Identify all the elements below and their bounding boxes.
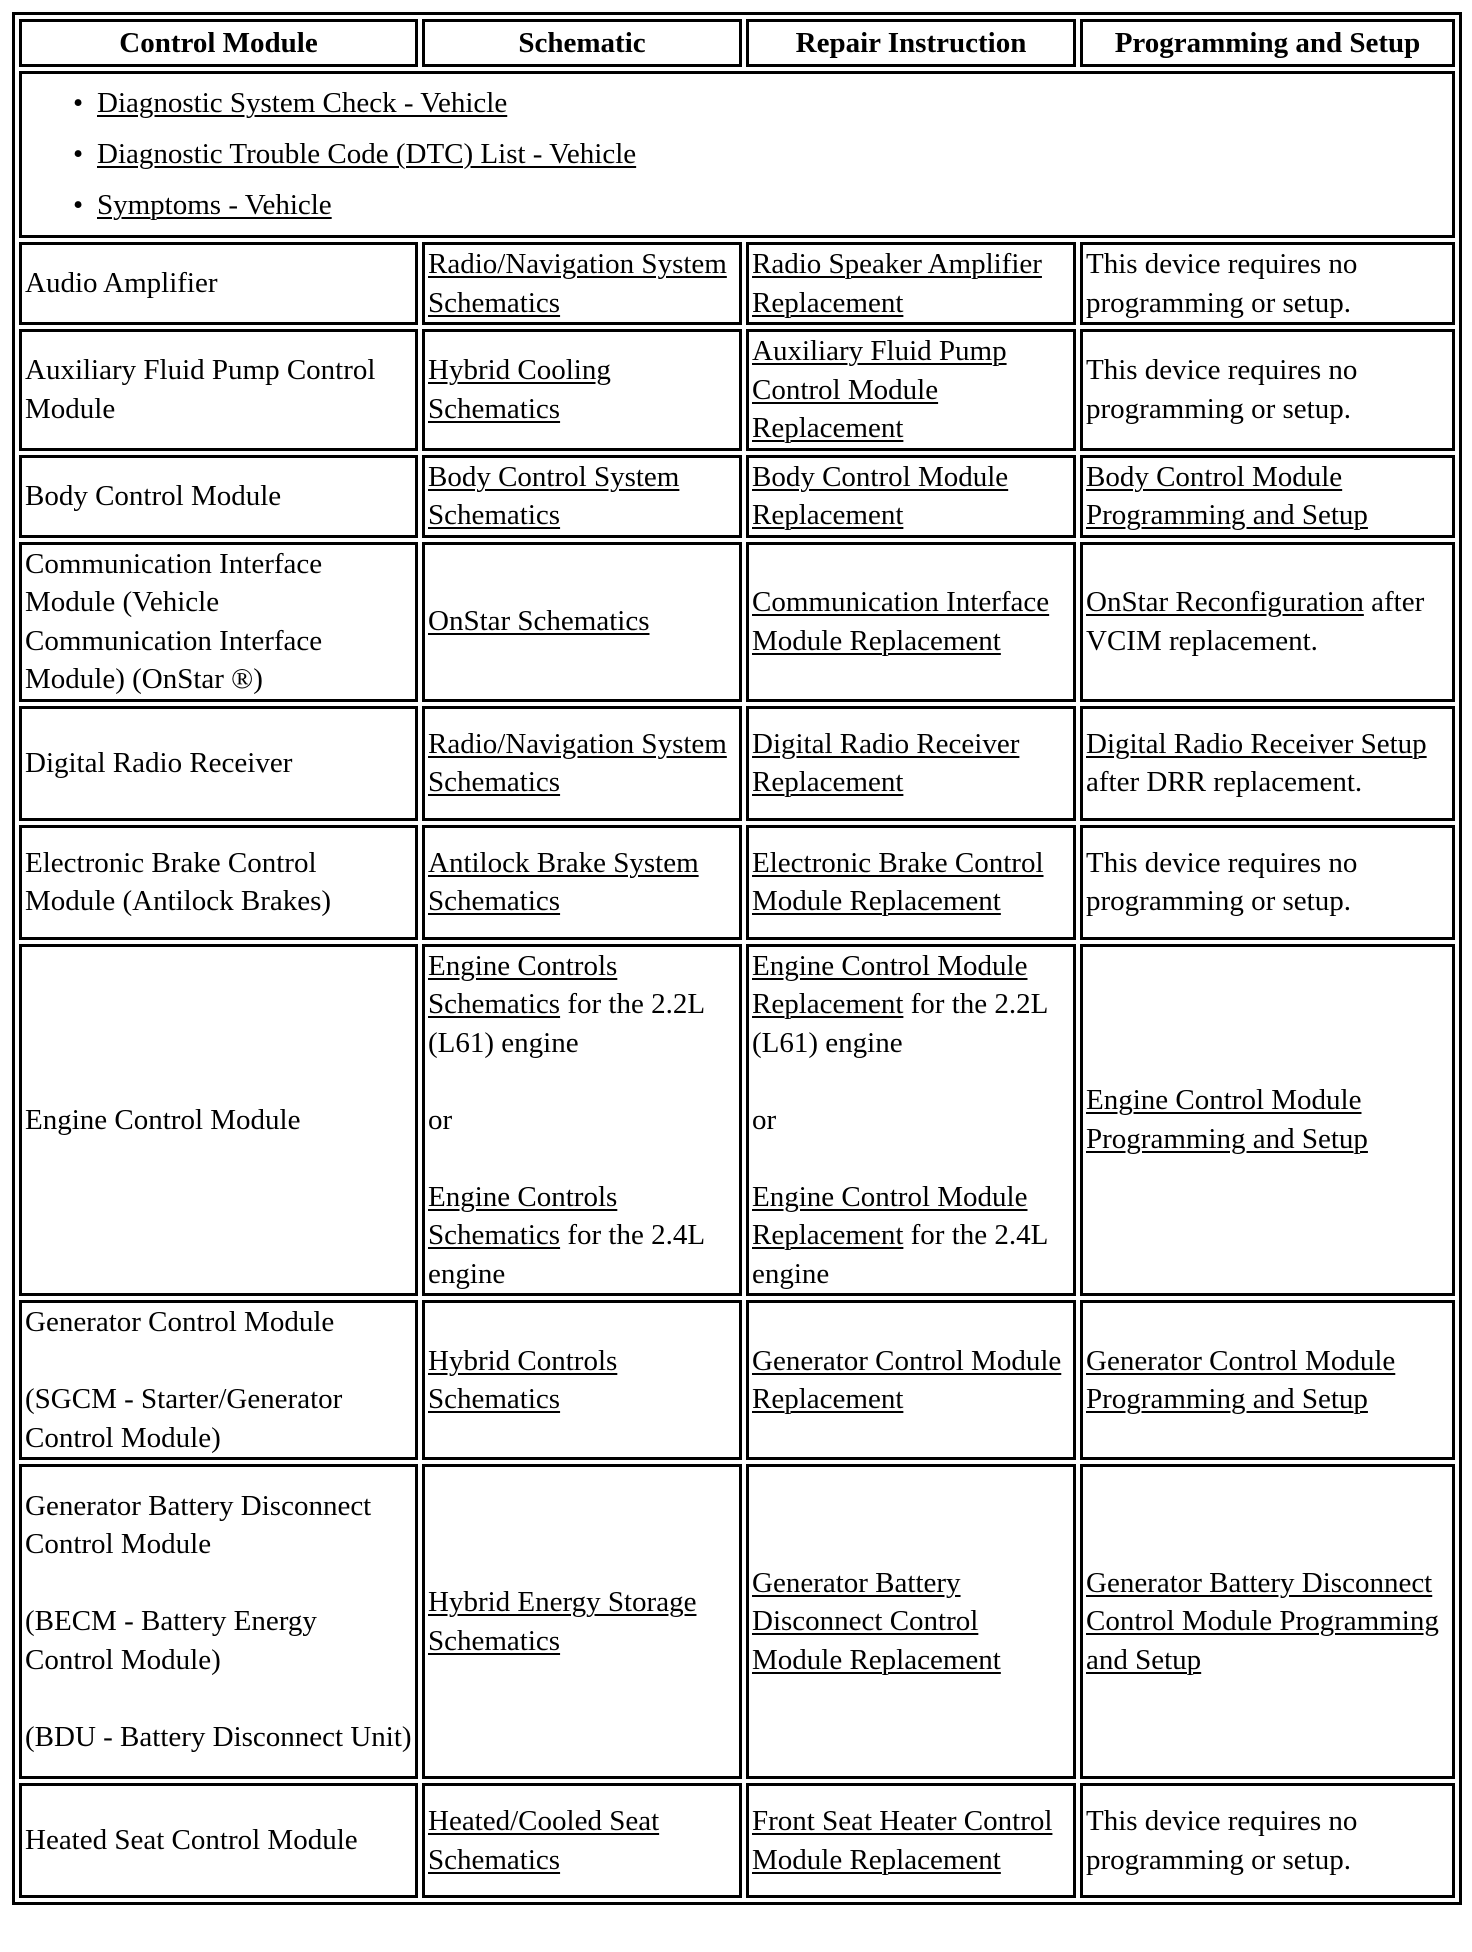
header-schematic: Schematic bbox=[422, 19, 742, 67]
programming-text: This device requires no programming or setup. bbox=[1080, 825, 1455, 940]
table-row bbox=[19, 706, 1455, 821]
programming-text: This device requires no programming or setup. bbox=[1080, 242, 1455, 325]
schematic-link-2-2l[interactable]: Engine Controls Schematics bbox=[428, 949, 618, 1020]
header-repair-instruction: Repair Instruction bbox=[746, 19, 1076, 67]
module-name: Electronic Brake Control Module (Antilock Brakes) bbox=[19, 825, 418, 940]
diagnostic-links-cell bbox=[19, 71, 1455, 238]
or-text: or bbox=[428, 1103, 453, 1136]
programming-cell bbox=[1080, 1464, 1455, 1779]
module-name-cell bbox=[19, 1300, 418, 1460]
repair-cell bbox=[746, 455, 1076, 538]
programming-link[interactable]: Generator Control Module Programming and Setup bbox=[1086, 1344, 1396, 1415]
repair-cell bbox=[746, 825, 1076, 940]
list-item bbox=[73, 78, 1449, 129]
repair-link[interactable]: Digital Radio Receiver Replacement bbox=[752, 727, 1020, 798]
schematic-cell bbox=[422, 455, 742, 538]
repair-cell bbox=[746, 1783, 1076, 1898]
schematic-link[interactable]: Antilock Brake System Schematics bbox=[428, 846, 699, 917]
diagnostic-system-check-link[interactable]: Diagnostic System Check - Vehicle bbox=[97, 87, 508, 119]
dtc-list-link[interactable]: Diagnostic Trouble Code (DTC) List - Vehicle bbox=[97, 138, 637, 170]
module-name: Engine Control Module bbox=[19, 944, 418, 1297]
diagnostic-links-list bbox=[25, 78, 1449, 231]
symptoms-link[interactable]: Symptoms - Vehicle bbox=[97, 189, 332, 221]
schematic-cell bbox=[422, 944, 742, 1297]
repair-suffix: for the 2.4L engine bbox=[752, 1219, 1048, 1290]
repair-link[interactable]: Generator Battery Disconnect Control Module Replacement bbox=[752, 1566, 1001, 1676]
module-name: Digital Radio Receiver bbox=[19, 706, 418, 821]
programming-link[interactable]: OnStar Reconfiguration bbox=[1086, 586, 1364, 618]
module-name: Audio Amplifier bbox=[19, 242, 418, 325]
schematic-link[interactable]: Radio/Navigation System Schematics bbox=[428, 248, 727, 319]
table-row bbox=[19, 329, 1455, 451]
repair-link-2-4l[interactable]: Engine Control Module Replacement bbox=[752, 1180, 1028, 1251]
repair-link[interactable]: Auxiliary Fluid Pump Control Module Replacement bbox=[752, 335, 1007, 444]
programming-suffix: after VCIM replacement. bbox=[1086, 586, 1425, 657]
repair-link[interactable]: Generator Control Module Replacement bbox=[752, 1344, 1062, 1415]
module-name: Heated Seat Control Module bbox=[19, 1783, 418, 1898]
module-name-cell bbox=[19, 1464, 418, 1779]
programming-link[interactable]: Engine Control Module Programming and Setup bbox=[1086, 1084, 1368, 1155]
module-name: Auxiliary Fluid Pump Control Module bbox=[19, 329, 418, 451]
repair-cell bbox=[746, 706, 1076, 821]
control-module-table bbox=[12, 12, 1462, 1905]
module-name: Body Control Module bbox=[19, 455, 418, 538]
repair-cell bbox=[746, 944, 1076, 1297]
table-row bbox=[19, 1783, 1455, 1898]
diagnostic-links-row bbox=[19, 71, 1455, 238]
schematic-cell bbox=[422, 1464, 742, 1779]
schematic-link[interactable]: Hybrid Energy Storage Schematics bbox=[428, 1586, 697, 1657]
table-row bbox=[19, 825, 1455, 940]
schematic-suffix: for the 2.2L (L61) engine bbox=[428, 988, 704, 1059]
programming-text: This device requires no programming or setup. bbox=[1080, 329, 1455, 451]
or-text: or bbox=[752, 1103, 777, 1136]
module-note-bdu: (BDU - Battery Disconnect Unit) bbox=[25, 1720, 412, 1753]
table-row bbox=[19, 944, 1455, 1297]
repair-link[interactable]: Body Control Module Replacement bbox=[752, 460, 1009, 531]
header-control-module: Control Module bbox=[19, 19, 418, 67]
schematic-cell bbox=[422, 706, 742, 821]
module-name: Generator Battery Disconnect Control Module bbox=[25, 1489, 372, 1561]
table-row bbox=[19, 455, 1455, 538]
schematic-suffix: for the 2.4L engine bbox=[428, 1219, 704, 1290]
repair-cell bbox=[746, 542, 1076, 702]
module-name: Generator Control Module bbox=[25, 1306, 335, 1338]
module-note: (SGCM - Starter/Generator Control Module) bbox=[25, 1383, 343, 1454]
table-row bbox=[19, 242, 1455, 325]
bullet-icon: • bbox=[73, 87, 84, 119]
module-note-becm: (BECM - Battery Energy Control Module) bbox=[25, 1605, 317, 1676]
schematic-cell bbox=[422, 242, 742, 325]
schematic-link[interactable]: OnStar Schematics bbox=[428, 605, 650, 638]
repair-link[interactable]: Electronic Brake Control Module Replacement bbox=[752, 846, 1044, 917]
table-row bbox=[19, 1464, 1455, 1779]
programming-cell bbox=[1080, 706, 1455, 821]
schematic-link[interactable]: Body Control System Schematics bbox=[428, 460, 680, 531]
programming-text: This device requires no programming or setup. bbox=[1080, 1783, 1455, 1898]
schematic-link[interactable]: Radio/Navigation System Schematics bbox=[428, 727, 727, 798]
repair-link[interactable]: Radio Speaker Amplifier Replacement bbox=[752, 248, 1042, 319]
schematic-cell bbox=[422, 1783, 742, 1898]
bullet-icon: • bbox=[73, 189, 84, 221]
programming-link[interactable]: Generator Battery Disconnect Control Module Programming and Setup bbox=[1086, 1566, 1439, 1676]
table-header-row bbox=[19, 19, 1455, 67]
repair-cell bbox=[746, 1464, 1076, 1779]
schematic-cell bbox=[422, 329, 742, 451]
schematic-cell bbox=[422, 1300, 742, 1460]
repair-cell bbox=[746, 1300, 1076, 1460]
repair-link[interactable]: Communication Interface Module Replacement bbox=[752, 586, 1050, 657]
programming-suffix: after DRR replacement. bbox=[1086, 766, 1363, 798]
schematic-cell bbox=[422, 542, 742, 702]
repair-suffix: for the 2.2L (L61) engine bbox=[752, 988, 1048, 1059]
repair-cell bbox=[746, 242, 1076, 325]
schematic-cell bbox=[422, 825, 742, 940]
header-programming-setup: Programming and Setup bbox=[1080, 19, 1455, 67]
programming-cell bbox=[1080, 542, 1455, 702]
programming-link[interactable]: Digital Radio Receiver Setup bbox=[1086, 727, 1427, 760]
table-row bbox=[19, 542, 1455, 702]
repair-link-2-2l[interactable]: Engine Control Module Replacement bbox=[752, 949, 1028, 1020]
schematic-link-2-4l[interactable]: Engine Controls Schematics bbox=[428, 1180, 618, 1251]
module-name: Communication Interface Module (Vehicle Communication Interface Module) (OnStar ®) bbox=[19, 542, 418, 702]
table-row bbox=[19, 1300, 1455, 1460]
repair-link[interactable]: Front Seat Heater Control Module Replacement bbox=[752, 1805, 1053, 1876]
programming-cell bbox=[1080, 1300, 1455, 1460]
repair-cell bbox=[746, 329, 1076, 451]
schematic-link[interactable]: Heated/Cooled Seat Schematics bbox=[428, 1805, 660, 1876]
list-item bbox=[73, 129, 1449, 180]
list-item bbox=[73, 180, 1449, 231]
programming-cell bbox=[1080, 455, 1455, 538]
programming-link[interactable]: Body Control Module Programming and Setup bbox=[1086, 460, 1368, 531]
programming-cell bbox=[1080, 944, 1455, 1297]
bullet-icon: • bbox=[73, 138, 84, 170]
schematic-link[interactable]: Hybrid Cooling Schematics bbox=[428, 354, 611, 425]
schematic-link[interactable]: Hybrid Controls Schematics bbox=[428, 1344, 618, 1415]
